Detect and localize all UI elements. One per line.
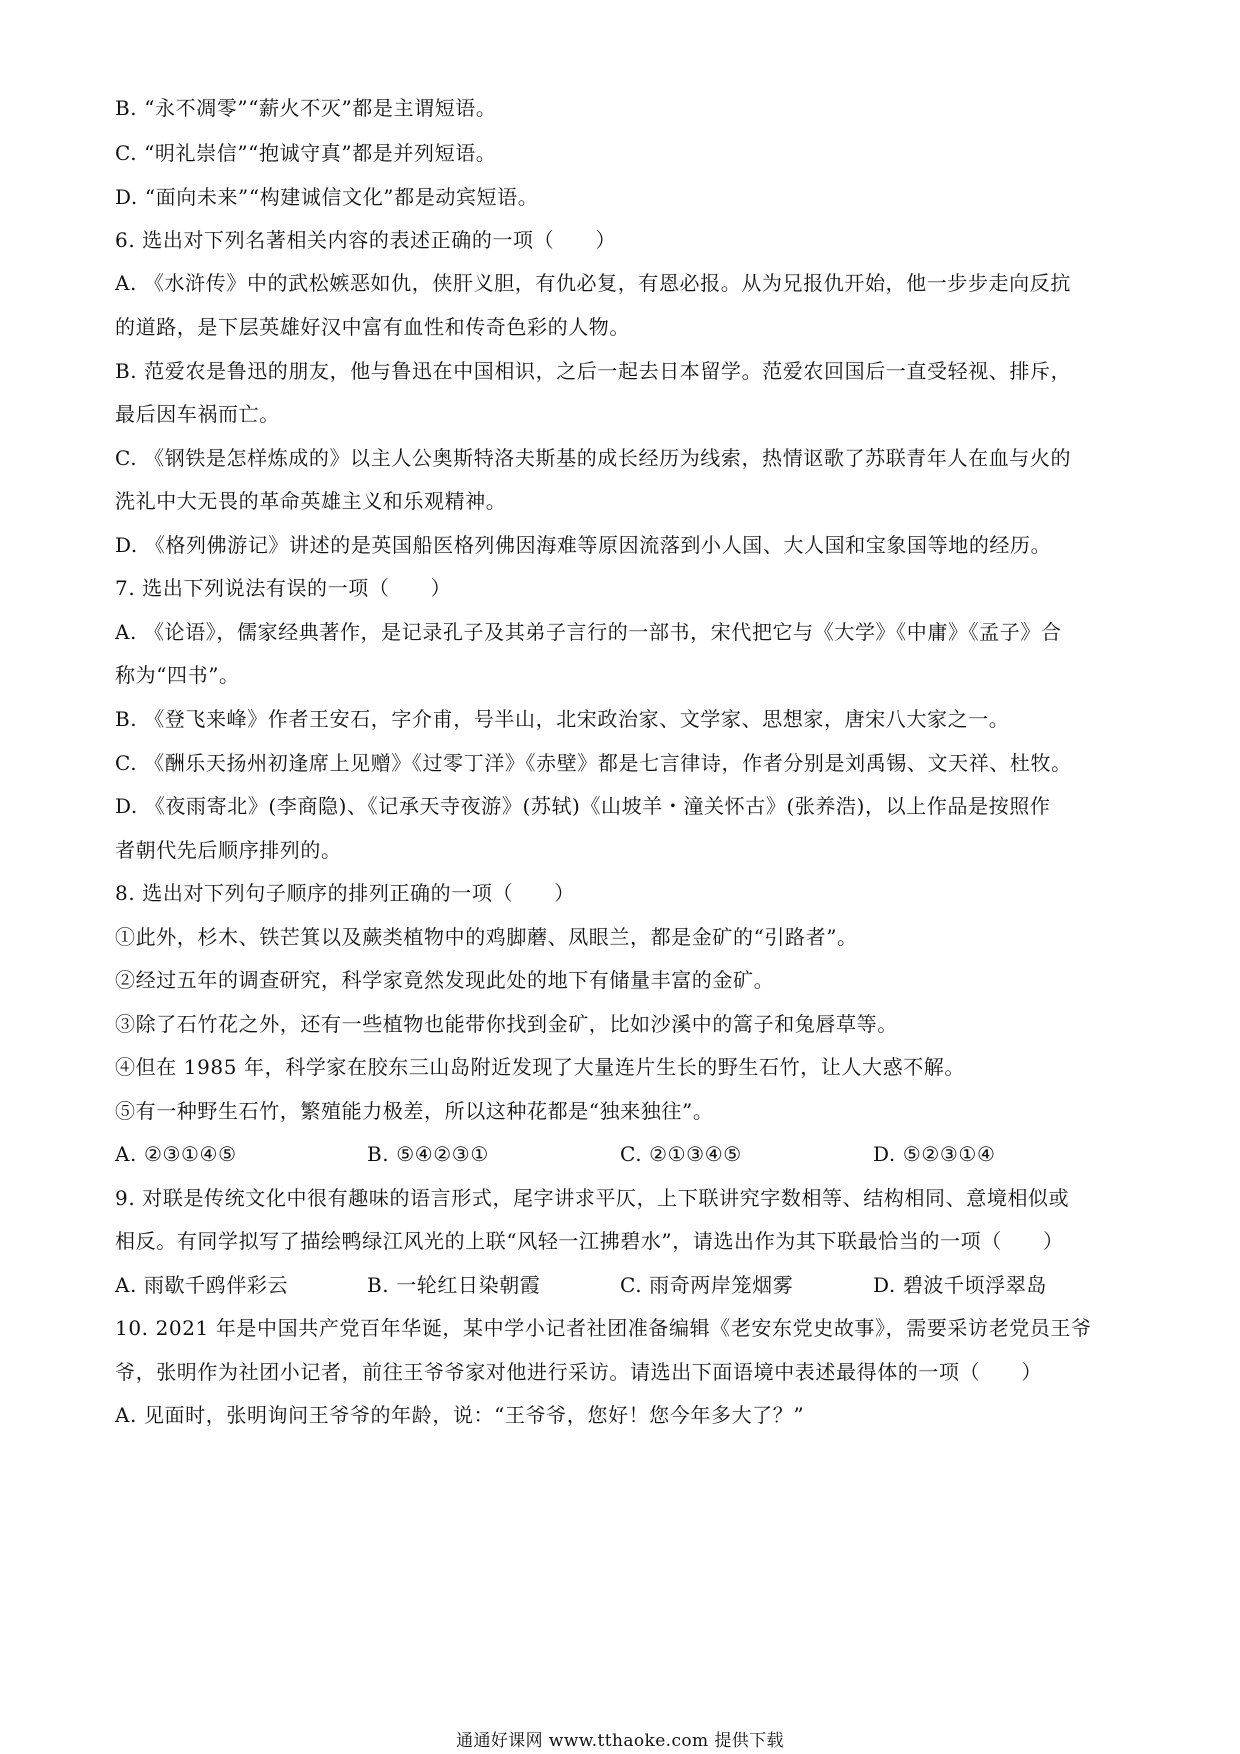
q8-option-d: D. ⑤②③①④	[873, 1142, 996, 1166]
q8-sentence-4: ④但在 1985 年，科学家在胶东三山岛附近发现了大量连片生长的野生石竹，让人大惑不解。	[115, 1055, 966, 1079]
q10-option-a: A. 见面时，张明询问王爷爷的年龄，说：“王爷爷，您好！您今年多大了？”	[115, 1403, 805, 1427]
q8-sentence-3: ③除了石竹花之外，还有一些植物也能带你找到金矿，比如沙溪中的篙子和兔唇草等。	[115, 1012, 898, 1036]
q6-option-c-line1: C. 《钢铁是怎样炼成的》以主人公奥斯特洛夫斯基的成长经历为线索，热情讴歌了苏联青年人在血与火的	[115, 446, 1072, 470]
footer-source: 通通好课网 www.tthaoke.com 提供下载	[456, 1731, 784, 1751]
q9-option-d: D. 碧波千顷浮翠岛	[873, 1273, 1048, 1297]
q9-option-c: C. 雨奇两岸笼烟雾	[620, 1273, 794, 1297]
q5-option-b: B. “永不凋零”“薪火不灭”都是主谓短语。	[115, 96, 497, 120]
q7-option-d-line1: D. 《夜雨寄北》(李商隐)、《记承天寺夜游》(苏轼)《山坡羊・潼关怀古》(张养浩)，以上作品是按照作	[115, 794, 1051, 818]
q7-stem: 7. 选出下列说法有误的一项（ ）	[115, 576, 452, 600]
q10-stem-line1: 10. 2021 年是中国共产党百年华诞，某中学小记者社团准备编辑《老安东党史故事》，需要采访老党员王爷	[115, 1316, 1092, 1340]
q7-option-a-line2: 称为“四书”。	[115, 663, 240, 687]
q7-option-c: C. 《酬乐天扬州初逢席上见赠》《过零丁洋》《赤壁》都是七言律诗，作者分别是刘禹锡、文天祥、杜牧。	[115, 751, 1072, 775]
q8-option-b: B. ⑤④②③①	[367, 1142, 489, 1166]
q6-stem: 6. 选出对下列名著相关内容的表述正确的一项（ ）	[115, 228, 617, 252]
q8-option-a: A. ②③①④⑤	[115, 1142, 237, 1166]
q9-option-b: B. 一轮红日染朝霞	[367, 1273, 541, 1297]
q8-option-c: C. ②①③④⑤	[620, 1142, 742, 1166]
q6-option-c-line2: 洗礼中大无畏的革命英雄主义和乐观精神。	[115, 489, 507, 513]
q5-option-c: C. “明礼崇信”“抱诚守真”都是并列短语。	[115, 141, 497, 165]
q6-option-a-line1: A. 《水浒传》中的武松嫉恶如仇，侠肝义胆，有仇必复，有恩必报。从为兄报仇开始，他一步步走向反抗	[115, 271, 1071, 295]
q8-sentence-5: ⑤有一种野生石竹，繁殖能力极差，所以这种花都是“独来独往”。	[115, 1099, 714, 1123]
q6-option-b-line1: B. 范爱农是鲁迅的朋友，他与鲁迅在中国相识，之后一起去日本留学。范爱农回国后一直受轻视、排斥，	[115, 359, 1072, 383]
q10-stem-line2: 爷，张明作为社团小记者，前往王爷爷家对他进行采访。请选出下面语境中表述最得体的一项（ ）	[115, 1360, 1042, 1384]
q5-option-d: D. “面向未来”“构建诚信文化”都是动宾短语。	[115, 185, 539, 209]
q8-sentence-1: ①此外，杉木、铁芒箕以及蕨类植物中的鸡脚蘑、凤眼兰，都是金矿的“引路者”。	[115, 925, 858, 949]
q8-stem: 8. 选出对下列句子顺序的排列正确的一项（ ）	[115, 881, 575, 905]
q6-option-d: D. 《格列佛游记》讲述的是英国船医格列佛因海难等原因流落到小人国、大人国和宝象国等地的经历。	[115, 533, 1052, 557]
q8-sentence-2: ②经过五年的调查研究，科学家竟然发现此处的地下有储量丰富的金矿。	[115, 968, 775, 992]
q9-stem-line1: 9. 对联是传统文化中很有趣味的语言形式，尾字讲求平仄，上下联讲究字数相等、结构相同、意境相似或	[115, 1186, 1070, 1210]
q9-option-a: A. 雨歇千鸥伴彩云	[115, 1273, 289, 1297]
q9-stem-line2: 相反。有同学拟写了描绘鸭绿江风光的上联“风轻一江拂碧水”，请选出作为其下联最恰当的一项（ ）	[115, 1229, 1064, 1253]
q6-option-b-line2: 最后因车祸而亡。	[115, 402, 280, 426]
q7-option-a-line1: A. 《论语》，儒家经典著作，是记录孔子及其弟子言行的一部书，宋代把它与《大学》《中庸》《孟子》合	[115, 620, 1062, 644]
q7-option-d-line2: 者朝代先后顺序排列的。	[115, 838, 342, 862]
q6-option-a-line2: 的道路，是下层英雄好汉中富有血性和传奇色彩的人物。	[115, 315, 630, 339]
q7-option-b: B. 《登飞来峰》作者王安石，字介甫，号半山，北宋政治家、文学家、思想家，唐宋八大家之一。	[115, 707, 1010, 731]
